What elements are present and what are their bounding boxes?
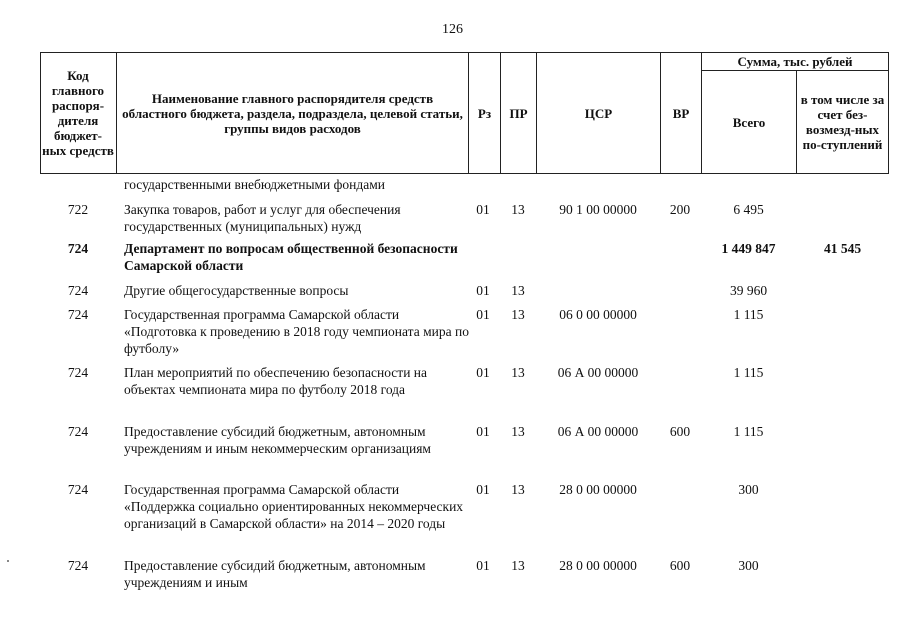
row-name: Закупка товаров, работ и услуг для обеспечения государственных (муниципальных) нужд bbox=[124, 202, 401, 234]
scan-speck bbox=[7, 560, 9, 562]
row-name: Предоставление субсидий бюджетным, автономным учреждениям и иным некоммерческим организациям bbox=[124, 424, 431, 456]
row-pr: 13 bbox=[511, 558, 525, 573]
row-name: государственными внебюджетными фондами bbox=[124, 177, 386, 192]
row-total: 6 495 bbox=[733, 202, 764, 217]
row-code: 724 bbox=[67, 241, 89, 256]
row-total: 39 960 bbox=[729, 283, 768, 298]
row-pr: 13 bbox=[511, 424, 525, 439]
row-name: Другие общегосударственные вопросы bbox=[124, 283, 349, 298]
row-csr: 90 1 00 00000 bbox=[559, 202, 637, 217]
row-pr: 13 bbox=[511, 482, 525, 497]
row-csr: 28 0 00 00000 bbox=[559, 482, 637, 497]
table-header bbox=[40, 52, 889, 174]
row-rz: 01 bbox=[476, 424, 490, 439]
row-pr: 13 bbox=[511, 283, 525, 298]
row-code: 722 bbox=[67, 202, 89, 217]
row-pr: 13 bbox=[511, 307, 525, 322]
header-rz: Рз bbox=[477, 105, 492, 121]
header-csr: ЦСР bbox=[584, 105, 613, 121]
row-rz: 01 bbox=[476, 202, 490, 217]
row-code: 724 bbox=[67, 283, 89, 298]
row-total: 1 449 847 bbox=[721, 241, 776, 256]
row-name: Департамент по вопросам общественной безопасности Самарской области bbox=[124, 241, 458, 273]
row-pr: 13 bbox=[511, 365, 525, 380]
row-total: 1 115 bbox=[733, 424, 764, 439]
row-csr: 06 0 00 00000 bbox=[559, 307, 637, 322]
header-vr: ВР bbox=[672, 105, 690, 121]
row-code: 724 bbox=[67, 307, 89, 322]
row-code: 724 bbox=[67, 424, 89, 439]
row-code: 724 bbox=[67, 558, 89, 573]
row-name: Предоставление субсидий бюджетным, автономным учреждениям и иным bbox=[124, 558, 426, 590]
header-pr: ПР bbox=[509, 105, 528, 121]
row-rz: 01 bbox=[476, 558, 490, 573]
header-grant: в том числе за счет без-возмезд-ных по-ступлений bbox=[800, 92, 885, 152]
header-sum: Сумма, тыс. рублей bbox=[737, 54, 853, 69]
row-pr: 13 bbox=[511, 202, 525, 217]
page-number: 126 bbox=[442, 22, 463, 37]
row-code: 724 bbox=[67, 482, 89, 497]
row-vr: 200 bbox=[669, 202, 691, 217]
row-csr: 06 А 00 00000 bbox=[557, 424, 639, 439]
row-grant: 41 545 bbox=[823, 241, 862, 256]
row-rz: 01 bbox=[476, 283, 490, 298]
row-rz: 01 bbox=[476, 365, 490, 380]
row-name: Государственная программа Самарской области «Подготовка к проведению в 2018 году чемпионата мира по футболу» bbox=[124, 307, 469, 356]
row-vr: 600 bbox=[669, 424, 691, 439]
row-total: 1 115 bbox=[733, 365, 764, 380]
row-total: 300 bbox=[738, 558, 759, 573]
header-code: Код главного распоря-дителя бюджет-ных средств bbox=[42, 68, 114, 158]
row-csr: 28 0 00 00000 bbox=[559, 558, 637, 573]
row-rz: 01 bbox=[476, 307, 490, 322]
row-name: Государственная программа Самарской области «Поддержка социально ориентированных некоммерческих организаций в Самарской области» на 2014 – 2020 годы bbox=[124, 482, 464, 531]
row-name: План мероприятий по обеспечению безопасности на объектах чемпионата мира по футболу 2018 года bbox=[124, 365, 428, 397]
row-rz: 01 bbox=[476, 482, 490, 497]
row-vr: 600 bbox=[669, 558, 691, 573]
row-total: 300 bbox=[738, 482, 759, 497]
row-code: 724 bbox=[67, 365, 89, 380]
row-total: 1 115 bbox=[733, 307, 764, 322]
header-name: Наименование главного распорядителя средств областного бюджета, раздела, подраздела, целевой статьи, группы видов расходов bbox=[122, 90, 463, 136]
header-total: Всего bbox=[732, 114, 766, 130]
row-csr: 06 А 00 00000 bbox=[557, 365, 639, 380]
